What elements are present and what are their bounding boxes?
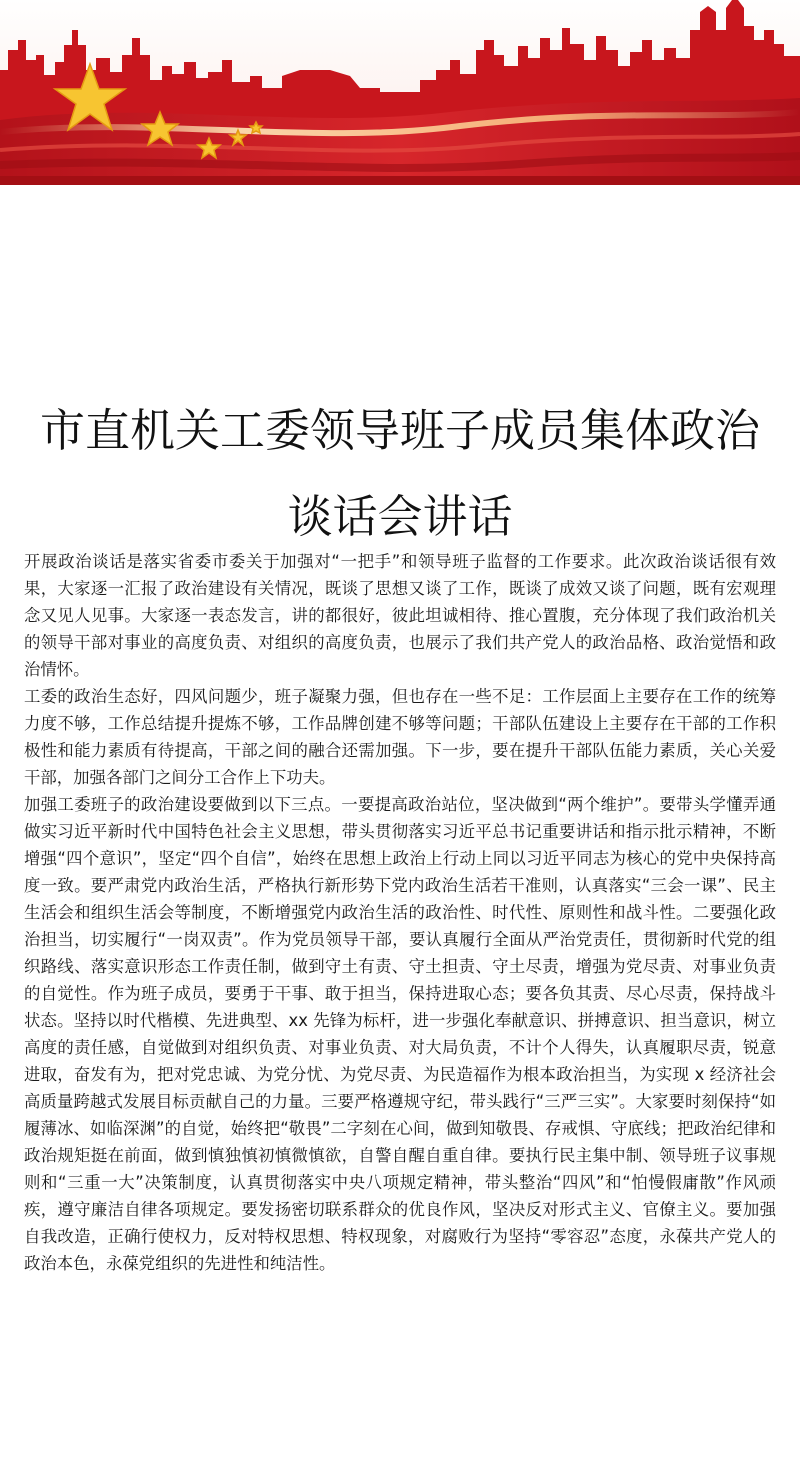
header-banner — [0, 0, 800, 185]
paragraph: 开展政治谈话是落实省委市委关于加强对“一把手”和领导班子监督的工作要求。此次政治谈话很有效果，大家逐一汇报了政治建设有关情况，既谈了思想又谈了工作，既谈了成效又谈了问题，既有宏观理念又见人见事。大家逐一表态发言，讲的都很好，彼此坦诚相待、推心置腹，充分体现了我们政治机关的领导干部对事业的高度负责、对组织的高度负责，也展示了我们共产党人的政治品格、政治觉悟和政治情怀。 — [24, 552, 776, 679]
document-title: 市直机关工委领导班子成员集体政治谈话会讲话 — [39, 404, 760, 543]
paragraph: 加强工委班子的政治建设要做到以下三点。一要提高政治站位，坚决做到“两个维护”。要带头学懂弄通做实习近平新时代中国特色社会主义思想，带头贯彻落实习近平总书记重要讲话和指示批示精神，不断增强“四个意识”，坚定“四个自信”，始终在思想上政治上行动上同以习近平同志为核心的党中央保持高度一致。要严肃党内政治生活，严格执行新形势下党内政治生活若干准则，认真落实“三会一课”、民主生活会和组织生活会等制度，不断增强党内政治生活的政治性、时代性、原则性和战斗性。二要强化政治担当，切实履行“一岗双责”。作为党员领导干部，要认真履行全面从严治党责任，贯彻新时代党的组织路线、落实意识形态工作责任制，做到守土有责、守土担责、守土尽责，增强为党尽责、对事业负责的自觉性。作为班子成员，要勇于干事、敢于担当，保持进取心态；要各负其责、尽心尽责，保持战斗状态。坚持以时代楷模、先进典型、xx 先锋为标杆，进一步强化奉献意识、拼搏意识、担当意识，树立高度的责任感，自觉做到对组织负责、对事业负责、对大局负责，不计个人得失，认真履职尽责，锐意进取，奋发有为，把对党忠诚、为党分忧、为党尽责、为民造福作为根本政治担当，为实现 x 经济社会高质量跨越式发展目标贡献自己的力量。三要严格遵规守纪，带头践行“三严三实”。大家要时刻保持“如履薄冰、如临深渊”的自觉，始终把“敬畏”二字刻在心间，做到知敬畏、存戒惧、守底线；把政治纪律和政治规矩挺在前面，做到慎独慎初慎微慎欲，自警自醒自重自律。要执行民主集中制、领导班子议事规则和“三重一大”决策制度，认真贯彻落实中央八项规定精神，带头整治“四风”和“怕慢假庸散”作风顽疾，遵守廉洁自律各项规定。要发扬密切联系群众的优良作风，坚决反对形式主义、官僚主义。要加强自我改造，正确行使权力，反对特权思想、特权现象，对腐败行为坚持“零容忍”态度，永葆共产党人的政治本色，永葆党组织的先进性和纯洁性。 — [24, 795, 776, 1273]
document-body — [24, 548, 776, 1277]
paragraph: 工委的政治生态好，四风问题少，班子凝聚力强，但也存在一些不足：工作层面上主要存在工作的统筹力度不够，工作总结提升提炼不够，工作品牌创建不够等问题；干部队伍建设上主要存在干部的工作积极性和能力素质有待提高，干部之间的融合还需加强。下一步，要在提升干部队伍能力素质，关心关爱干部，加强各部门之间分工合作上下功夫。 — [24, 687, 776, 787]
